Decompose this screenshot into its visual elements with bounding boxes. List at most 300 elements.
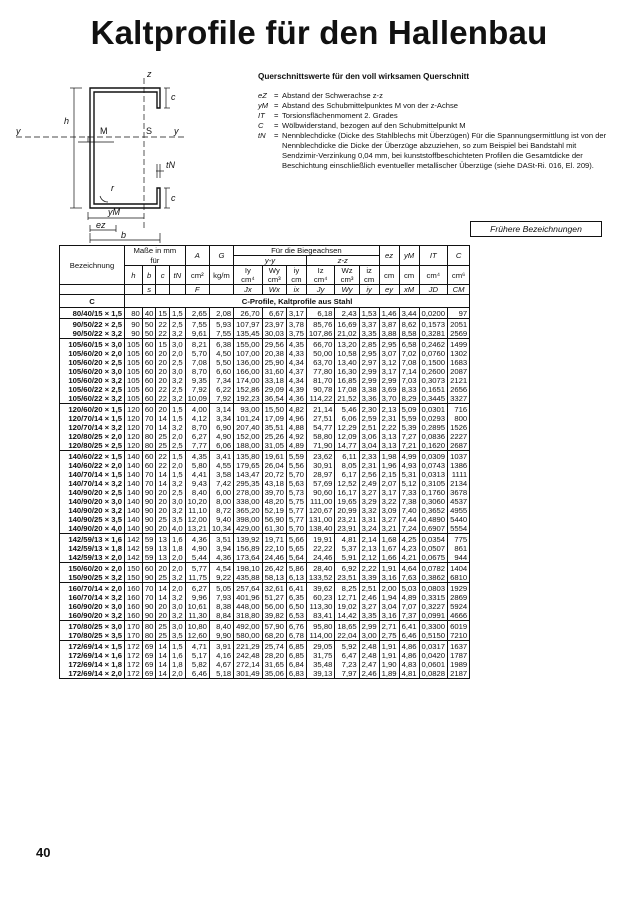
legend-text: Abstand des Schubmittelpunktes M von der z-Achse: [282, 101, 459, 110]
centroid-label: S: [146, 126, 153, 136]
table-cell: 8,70: [185, 423, 209, 432]
table-cell: 10,58: [335, 349, 359, 358]
h-dimension-label: h: [64, 116, 70, 126]
profile-designation: 140/60/22 × 1,5: [60, 451, 125, 462]
table-cell: 2227: [448, 432, 470, 441]
table-cell: 35,48: [306, 660, 335, 669]
table-row: [60, 451, 470, 462]
table-cell: 3,35: [359, 611, 379, 621]
table-cell: 7,55: [185, 319, 209, 330]
table-cell: 31,65: [262, 660, 286, 669]
table-cell: 2,13: [359, 544, 379, 553]
table-cell: 5,70: [185, 349, 209, 358]
old-ey: ey: [379, 285, 399, 295]
unit-Iy: Iy cm⁴: [234, 266, 263, 285]
table-cell: 1,90: [379, 660, 399, 669]
table-cell: 14: [156, 651, 170, 660]
table-cell: 0,4890: [419, 515, 448, 524]
table-cell: 77,80: [306, 367, 335, 376]
table-cell: 21,02: [335, 329, 359, 339]
table-cell: 7,23: [335, 660, 359, 669]
table-cell: 3,75: [286, 329, 306, 339]
legend-equals: =: [274, 111, 279, 120]
table-row: [60, 641, 470, 652]
table-cell: 1787: [448, 651, 470, 660]
table-cell: 6,67: [262, 308, 286, 319]
table-cell: 580,00: [234, 631, 263, 641]
table-cell: 775: [448, 534, 470, 545]
table-cell: 172: [125, 660, 143, 669]
profile-designation: 140/70/14 × 1,5: [60, 470, 125, 479]
old-CM: CM: [448, 285, 470, 295]
legend-symbol: C: [258, 121, 264, 130]
table-cell: 0,6907: [419, 524, 448, 534]
table-row: [60, 553, 470, 563]
table-row: [60, 583, 470, 594]
table-cell: 139,92: [234, 534, 263, 545]
table-cell: 0,1760: [419, 488, 448, 497]
table-cell: 3,94: [209, 544, 233, 553]
table-row: [60, 385, 470, 394]
table-cell: 6,92: [335, 563, 359, 574]
table-cell: 4,67: [209, 660, 233, 669]
table-cell: 0,3227: [419, 602, 448, 611]
table-cell: 3,17: [379, 488, 399, 497]
table-cell: 29,05: [306, 641, 335, 652]
table-cell: 14: [156, 479, 170, 488]
table-cell: 6,38: [209, 339, 233, 350]
table-cell: 8,70: [185, 367, 209, 376]
table-cell: 4,89: [399, 593, 419, 602]
table-cell: 5,59: [399, 414, 419, 423]
table-cell: 0,0836: [419, 432, 448, 441]
header-zz: z-z: [306, 256, 379, 266]
legend-item: [258, 111, 608, 121]
table-cell: 6,83: [286, 669, 306, 679]
profile-designation: 80/40/15 × 1,5: [60, 308, 125, 319]
table-cell: 0,0309: [419, 451, 448, 462]
table-cell: 0,2462: [419, 339, 448, 350]
table-cell: 0,1651: [419, 385, 448, 394]
b-label: b: [121, 230, 127, 240]
table-cell: 6,00: [209, 488, 233, 497]
table-row: [60, 534, 470, 545]
table-cell: 4,99: [399, 451, 419, 462]
profile-designation: 172/69/14 × 1,5: [60, 641, 125, 652]
table-cell: 1037: [448, 451, 470, 462]
table-cell: 10,34: [209, 524, 233, 534]
table-cell: 1,5: [169, 414, 185, 423]
profile-designation: 120/70/14 × 1,5: [60, 414, 125, 423]
table-cell: 1,91: [379, 651, 399, 660]
legend-item: [258, 91, 608, 101]
table-cell: 3,5: [169, 631, 185, 641]
table-cell: 80: [142, 432, 156, 441]
table-cell: 90: [142, 497, 156, 506]
table-cell: 39,62: [306, 583, 335, 594]
table-cell: 5,59: [286, 451, 306, 462]
table-cell: 16,17: [335, 488, 359, 497]
table-cell: 61,30: [262, 524, 286, 534]
table-cell: 142: [125, 553, 143, 563]
table-cell: 172: [125, 641, 143, 652]
legend-equals: =: [274, 91, 279, 100]
table-row: [60, 376, 470, 385]
table-cell: 3,2: [169, 611, 185, 621]
profile-designation: 140/90/20 × 3,2: [60, 506, 125, 515]
table-cell: 1,94: [379, 593, 399, 602]
table-cell: 3,16: [379, 573, 399, 583]
header-ez: ez: [379, 246, 399, 266]
table-cell: 4,88: [286, 423, 306, 432]
table-row: [60, 479, 470, 488]
old-Jy: Jy: [306, 285, 335, 295]
old-xM: xM: [399, 285, 419, 295]
table-cell: 5,44: [185, 553, 209, 563]
header-b: b: [142, 266, 156, 285]
table-cell: 5,86: [286, 563, 306, 574]
table-cell: 90,78: [306, 385, 335, 394]
table-cell: 114,00: [306, 631, 335, 641]
table-cell: 22: [156, 451, 170, 462]
table-cell: 9,43: [185, 479, 209, 488]
table-cell: 2,5: [169, 488, 185, 497]
table-cell: 9,90: [209, 631, 233, 641]
table-cell: 2,65: [185, 308, 209, 319]
table-row: [60, 593, 470, 602]
table-cell: 31,75: [306, 651, 335, 660]
table-cell: 3,36: [359, 394, 379, 404]
table-cell: 2187: [448, 669, 470, 679]
table-cell: 5,17: [185, 651, 209, 660]
table-cell: 2,08: [209, 308, 233, 319]
table-cell: 13: [156, 544, 170, 553]
table-cell: 160: [125, 602, 143, 611]
table-cell: 2,30: [359, 404, 379, 415]
table-cell: 2,48: [359, 651, 379, 660]
profile-designation: 172/69/14 × 1,6: [60, 651, 125, 660]
header-bezeichnung: Bezeichnung: [60, 246, 125, 285]
tN-label: tN: [166, 160, 175, 170]
table-cell: 3,0: [169, 602, 185, 611]
table-row: [60, 563, 470, 574]
y-axis-label-left: y: [16, 126, 21, 136]
table-cell: 14: [156, 593, 170, 602]
table-cell: 14: [156, 583, 170, 594]
table-cell: 31,05: [262, 441, 286, 451]
header-fuer: für: [125, 256, 186, 266]
table-cell: 10,20: [185, 497, 209, 506]
table-cell: 295,35: [234, 479, 263, 488]
table-cell: 0,3105: [419, 479, 448, 488]
table-cell: 2,47: [359, 660, 379, 669]
table-cell: 24,46: [262, 553, 286, 563]
table-cell: 19,71: [262, 534, 286, 545]
table-cell: 140: [125, 470, 143, 479]
table-cell: 338,00: [234, 497, 263, 506]
unit-Wy: Wy cm³: [262, 266, 286, 285]
table-cell: 29,09: [262, 385, 286, 394]
table-cell: 152,86: [234, 385, 263, 394]
table-row: [60, 432, 470, 441]
table-cell: 2,14: [359, 534, 379, 545]
table-cell: 172: [125, 651, 143, 660]
table-cell: 2,13: [379, 404, 399, 415]
table-cell: 2,0: [169, 461, 185, 470]
table-cell: 6019: [448, 621, 470, 632]
table-cell: 3,69: [379, 385, 399, 394]
table-cell: 3,87: [379, 319, 399, 330]
table-cell: 60: [142, 385, 156, 394]
table-cell: 120,67: [306, 506, 335, 515]
table-cell: 0,3315: [419, 593, 448, 602]
table-cell: 4,12: [185, 414, 209, 423]
table-row: [60, 470, 470, 479]
table-cell: 2656: [448, 385, 470, 394]
table-cell: 105: [125, 349, 143, 358]
table-cell: 4,34: [286, 358, 306, 367]
table-cell: 6,76: [286, 621, 306, 632]
table-cell: 1,91: [379, 641, 399, 652]
table-row: [60, 329, 470, 339]
profile-designation: 142/59/13 × 1,6: [60, 534, 125, 545]
table-cell: 5,70: [286, 524, 306, 534]
table-cell: 56,90: [262, 515, 286, 524]
table-cell: 90: [142, 573, 156, 583]
table-cell: 13: [156, 553, 170, 563]
table-cell: 2,22: [359, 563, 379, 574]
table-cell: 120: [125, 423, 143, 432]
table-cell: 3,2: [169, 593, 185, 602]
table-cell: 59: [142, 544, 156, 553]
c-label-top: c: [171, 92, 176, 102]
table-row: [60, 621, 470, 632]
table-row: [60, 404, 470, 415]
table-cell: 0,0507: [419, 544, 448, 553]
table-cell: 7,03: [399, 376, 419, 385]
table-cell: 17,09: [262, 414, 286, 423]
table-cell: 13: [156, 534, 170, 545]
table-cell: 2,0: [169, 349, 185, 358]
table-cell: 20,99: [335, 506, 359, 515]
table-cell: 22,04: [335, 631, 359, 641]
table-cell: 3,0: [169, 339, 185, 350]
table-cell: 140: [125, 506, 143, 515]
table-cell: 60: [142, 349, 156, 358]
table-cell: 0,1573: [419, 319, 448, 330]
table-row: [60, 414, 470, 423]
table-cell: 60: [142, 404, 156, 415]
table-cell: 16,30: [335, 367, 359, 376]
table-cell: 365,20: [234, 506, 263, 515]
table-cell: 10,61: [185, 602, 209, 611]
table-cell: 5,82: [185, 660, 209, 669]
table-cell: 30,03: [262, 329, 286, 339]
table-cell: 8,72: [209, 506, 233, 515]
legend-equals: =: [274, 121, 279, 130]
table-cell: 0,0601: [419, 660, 448, 669]
profile-designation: 90/50/22 × 3,2: [60, 329, 125, 339]
table-cell: 90,60: [306, 488, 335, 497]
table-row: [60, 308, 470, 319]
table-cell: 93,00: [234, 404, 263, 415]
table-cell: 56,00: [262, 602, 286, 611]
table-cell: 2,31: [359, 461, 379, 470]
profile-designation: 160/90/20 × 3,0: [60, 602, 125, 611]
table-cell: 14: [156, 423, 170, 432]
table-cell: 4,35: [185, 451, 209, 462]
table-cell: 6,85: [286, 651, 306, 660]
table-cell: 4,21: [399, 553, 419, 563]
table-cell: 2,5: [169, 319, 185, 330]
table-cell: 10,09: [185, 394, 209, 404]
table-cell: 5,70: [286, 470, 306, 479]
table-cell: 192,23: [234, 394, 263, 404]
table-cell: 435,88: [234, 573, 263, 583]
section-title: C-Profile, Kaltprofile aus Stahl: [125, 295, 470, 308]
table-cell: 20: [156, 349, 170, 358]
table-cell: 0,0991: [419, 611, 448, 621]
profile-designation: 172/69/14 × 2,0: [60, 669, 125, 679]
table-cell: 0,0313: [419, 470, 448, 479]
table-cell: 7,34: [209, 376, 233, 385]
unit-Wz: Wz cm³: [335, 266, 359, 285]
table-cell: 70: [142, 423, 156, 432]
table-cell: 429,00: [234, 524, 263, 534]
table-cell: 0,3300: [419, 621, 448, 632]
table-row: [60, 319, 470, 330]
table-cell: 66,70: [306, 339, 335, 350]
table-cell: 6,22: [209, 385, 233, 394]
table-cell: 4,86: [399, 641, 419, 652]
legend-block: [258, 72, 608, 171]
table-cell: 25: [156, 432, 170, 441]
table-cell: 0,0675: [419, 553, 448, 563]
profile-designation: 150/60/20 × 2,0: [60, 563, 125, 574]
table-cell: 3,38: [359, 385, 379, 394]
table-cell: 11,75: [185, 573, 209, 583]
table-cell: 1,6: [169, 534, 185, 545]
legend-item: [258, 121, 608, 131]
table-cell: 23,97: [262, 319, 286, 330]
table-cell: 1,5: [169, 308, 185, 319]
table-cell: 70: [142, 593, 156, 602]
legend-symbol: eZ: [258, 91, 267, 100]
table-row: [60, 544, 470, 553]
table-cell: 3,2: [169, 329, 185, 339]
table-cell: 150: [125, 563, 143, 574]
table-cell: 4,82: [286, 404, 306, 415]
table-cell: 6,27: [185, 583, 209, 594]
table-cell: 3,27: [359, 602, 379, 611]
table-cell: 24,46: [306, 553, 335, 563]
table-cell: 1499: [448, 339, 470, 350]
table-cell: 4,36: [209, 553, 233, 563]
table-cell: 3,13: [379, 441, 399, 451]
table-cell: 32,61: [262, 583, 286, 594]
table-cell: 60: [142, 339, 156, 350]
table-cell: 2,46: [359, 669, 379, 679]
table-cell: 0,3862: [419, 573, 448, 583]
profile-designation: 140/90/20 × 2,5: [60, 488, 125, 497]
table-cell: 5,77: [286, 506, 306, 515]
table-cell: 800: [448, 414, 470, 423]
table-cell: 20: [156, 497, 170, 506]
table-cell: 3,06: [359, 432, 379, 441]
table-cell: 4,41: [185, 470, 209, 479]
table-cell: 60: [142, 563, 156, 574]
table-cell: 4,25: [399, 534, 419, 545]
table-cell: 2,22: [379, 423, 399, 432]
table-cell: 3,2: [169, 394, 185, 404]
table-cell: 1,8: [169, 660, 185, 669]
table-cell: 4,54: [209, 563, 233, 574]
table-cell: 0,0200: [419, 308, 448, 319]
unit-yM: cm: [399, 266, 419, 285]
table-cell: 135,80: [234, 451, 263, 462]
table-cell: 2,71: [379, 621, 399, 632]
unit-iy: iy cm: [286, 266, 306, 285]
table-cell: 2,5: [169, 385, 185, 394]
table-cell: 3,0: [169, 621, 185, 632]
table-cell: 4,92: [286, 432, 306, 441]
table-cell: 5,12: [399, 479, 419, 488]
table-row: [60, 497, 470, 506]
page-title: Kaltprofile für den Hallenbau: [90, 14, 548, 51]
table-cell: 7,63: [399, 573, 419, 583]
profile-designation: 105/60/22 × 2,5: [60, 385, 125, 394]
table-cell: 5,56: [286, 461, 306, 470]
table-cell: 2869: [448, 593, 470, 602]
profile-designation: 105/60/20 × 3,0: [60, 367, 125, 376]
table-cell: 10,80: [185, 621, 209, 632]
table-cell: 28,20: [262, 651, 286, 660]
table-cell: 19,65: [335, 497, 359, 506]
table-cell: 12,60: [185, 631, 209, 641]
table-cell: 5,92: [335, 641, 359, 652]
table-cell: 1683: [448, 358, 470, 367]
table-cell: 5,50: [209, 358, 233, 367]
legend-text: Abstand der Schwerachse z-z: [282, 91, 383, 100]
profile-designation: 150/90/25 × 3,2: [60, 573, 125, 583]
table-cell: 2,99: [359, 376, 379, 385]
table-row: [60, 651, 470, 660]
table-cell: 160: [125, 611, 143, 621]
table-cell: 20: [156, 563, 170, 574]
table-cell: 1929: [448, 583, 470, 594]
table-cell: 0,2600: [419, 367, 448, 376]
table-cell: 1,5: [169, 470, 185, 479]
table-cell: 7,02: [399, 349, 419, 358]
table-cell: 7,24: [399, 524, 419, 534]
table-cell: 398,00: [234, 515, 263, 524]
table-cell: 4,90: [185, 544, 209, 553]
profile-designation: 140/70/14 × 3,2: [60, 479, 125, 488]
y-axis-label-right: y: [174, 126, 179, 136]
profile-table: [59, 245, 470, 679]
table-cell: 19,91: [306, 534, 335, 545]
unit-Iz: Iz cm⁴: [306, 266, 335, 285]
table-cell: 7,93: [209, 593, 233, 602]
table-cell: 3,2: [169, 479, 185, 488]
table-cell: 4,34: [286, 376, 306, 385]
table-cell: 3,21: [379, 524, 399, 534]
header-masse: Maße in mm: [125, 246, 186, 256]
profile-designation: 105/60/15 × 3,0: [60, 339, 125, 350]
profile-designation: 120/80/25 × 2,5: [60, 441, 125, 451]
old-s: s: [142, 285, 156, 295]
profile-designation: 170/80/25 × 3,5: [60, 631, 125, 641]
